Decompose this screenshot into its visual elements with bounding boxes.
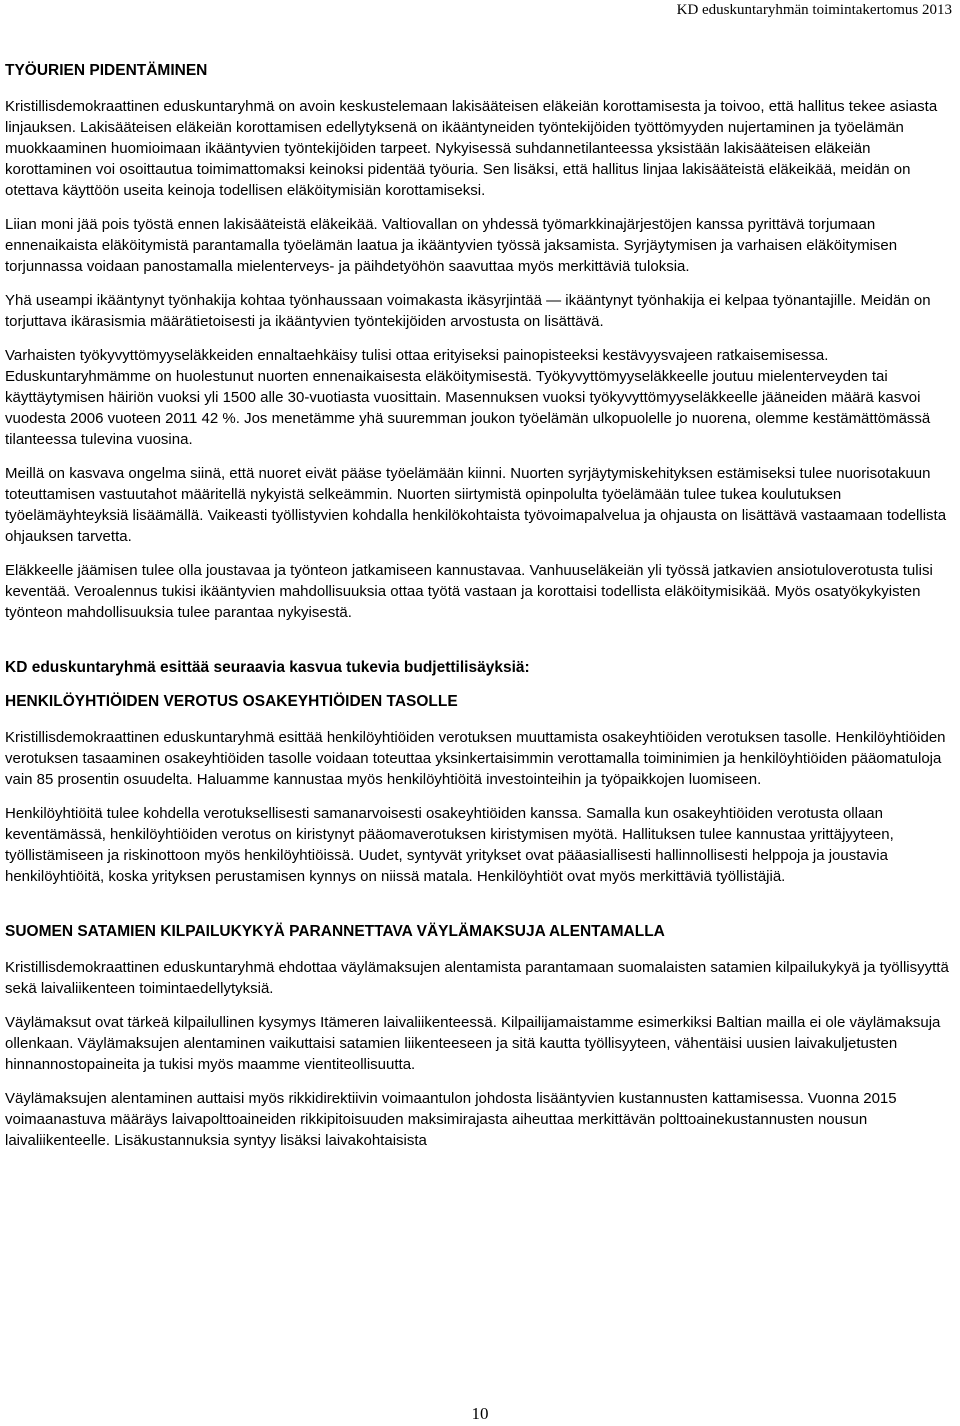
paragraph: Väylämaksut ovat tärkeä kilpailullinen kysymys Itämeren laivaliikenteessä. Kilpailijamaistamme esimerkiksi Baltian mailla ei ole väylämaksuja ollenkaan. Väylämaksujen alentaminen vaikuttaisi satamien liikenteeseen ja sitä kautta työllisyyteen, vähentäisi uusien laivakuljetusten hinnannostopaineita ja tukisi myös maamme vientiteollisuutta. [5, 1014, 941, 1073]
paragraph: Liian moni jää pois työstä ennen lakisääteistä eläkeikää. Valtiovallan on yhdessä työmarkkinajärjestöjen kanssa pyrittävä torjumaan ennenaikaista eläköitymistä parantamalla työelämän laatua ja ikääntyvien työssä jaksamista. Syrjäytymisen ja varhaisen eläköitymisen torjunnassa voidaan panostamalla mielenterveys- ja päihdetyöhön saavuttaa myös merkittäviä tuloksia. [5, 216, 898, 275]
page-number: 10 [471, 1404, 489, 1423]
section-heading-satamat: SUOMEN SATAMIEN KILPAILUKYKYÄ PARANNETTAVA VÄYLÄMAKSUJA ALENTAMALLA [5, 923, 665, 940]
paragraph: Meillä on kasvava ongelma siinä, että nuoret eivät pääse työelämään kiinni. Nuorten syrjäytymiskehityksen estämiseksi tulee nuorisotakuun toteuttamisen vastuutahot määritellä nykyistä selkeämmin. Nuorten siirtymistä opinpolulta työelämään tulee tukea koulutuksen työelämäyhteyksiä lisäämällä. Vaikeasti työllistyvien kohdalla henkilökohtaista työvoimapalvelua ja ohjausta on lisättävä vastaamaan todellista ohjauksen tarvetta. [5, 465, 947, 545]
paragraph: Varhaisten työkyvyttömyyseläkkeiden ennaltaehkäisy tulisi ottaa erityiseksi painopisteeksi kestävyysvajeen ratkaisemisessa. Eduskuntaryhmämme on huolestunut nuorten ennenaikaisesta eläköitymisestä. Työkyvyttömyyseläkkeelle joutuu mielenterveyden tai käyttäytymisen häiriön vuoksi yli 1500 alle 30-vuotiasta vuosittain. Masennuksen vuoksi työkyvyttömyyseläkkeelle jääneiden määrä kasvoi vuodesta 2006 vuoteen 2011 42 %. Jos menetämme yhä suuremman joukon työelämän ulkopuolelle jo nuorena, olemme kestämättömässä tilanteessa tulevina vuosina. [5, 347, 931, 448]
paragraph: Kristillisdemokraattinen eduskuntaryhmä ehdottaa väylämaksujen alentamista parantamaan suomalaisten satamien kilpailukykyä ja työllisyyttä sekä laivaliikenteen toimintaedellytyksiä. [5, 959, 949, 997]
paragraph: Väylämaksujen alentaminen auttaisi myös rikkidirektiivin voimaantulon johdosta lisääntyvien kustannusten kattamisessa. Vuonna 2015 voimaanastuva määräys laivapolttoaineiden rikkipitoisuuden maksimirajasta aiheuttaa merkittävän polttoainekustannusten nousun laivaliikenteelle. Lisäkustannuksia syntyy lisäksi laivakohtaisista [5, 1090, 897, 1149]
page-body [5, 60, 957, 1151]
paragraph: Henkilöyhtiöitä tulee kohdella verotuksellisesti samanarvoisesti osakeyhtiöiden kanssa. Samalla kun osakeyhtiöiden verotusta ollaan keventämässä, henkilöyhtiöiden verotus on kiristynyt pääomaverotuksen kiristymisen myötä. Hallituksen tulee kannustaa yrittäjyyteen, työllistämiseen ja riskinottoon myös henkilöyhtiöissä. Uudet, syntyvät yritykset ovat pääasiallisesti hallinnollisesti helppoja ja joustavia henkilöyhtiöitä, koska yrityksen perustamisen kynnys on niissä matala. Henkilöyhtiöt ovat myös merkittäviä työllistäjiä. [5, 805, 894, 885]
section-heading-tyourien: TYÖURIEN PIDENTÄMINEN [5, 62, 208, 79]
running-header: KD eduskuntaryhmän toimintakertomus 2013 [676, 2, 952, 18]
paragraph: Eläkkeelle jäämisen tulee olla joustavaa ja työnteon jatkamiseen kannustavaa. Vanhuuseläkeiän yli työssä jatkavien ansiotuloverotusta tulisi keventää. Veroalennus tukisi ikääntyvien mahdollisuuksia ottaa työtä vastaan ja korottaisi todellista eläköitymisikää. Myös osatyökykyisten työnteon mahdollisuuksia tulee parantaa nykyisestä. [5, 562, 933, 621]
paragraph: Yhä useampi ikääntynyt työnhakija kohtaa työnhaussaan voimakasta ikäsyrjintää — ikääntynyt työnhakija ei kelpaa työnantajille. Meidän on torjuttava ikärasismia määrätietoisesti ja ikääntyvien työntekijöiden arvostusta on lisättävä. [5, 292, 931, 330]
paragraph: Kristillisdemokraattinen eduskuntaryhmä on avoin keskustelemaan lakisääteisen eläkeiän korottamisesta ja toivoo, että hallitus tekee asiasta linjauksen. Lakisääteisen eläkeiän korottamisen edellytyksenä on ikääntyneiden työntekijöiden työttömyyden nujertaminen ja työelämän muokkaaminen huomioimaan ikääntyvien työntekijöiden tarpeet. Nykyisessä suhdannetilanteessa yksistään lakisääteisen eläkeiän korottaminen voi osoittautua toimimattomaksi keinoksi pidentää työuria. Sen lisäksi, että hallitus linjaa lakisääteistä eläkeikää, meidän on otettava käyttöön useita keinoja todellisen eläköitymisiän korottamiseksi. [5, 98, 938, 199]
paragraph: Kristillisdemokraattinen eduskuntaryhmä esittää henkilöyhtiöiden verotuksen muuttamista osakeyhtiöiden verotuksen tasolle. Henkilöyhtiöiden verotuksen tasaaminen osakeyhtiöiden tasolle voidaan toteuttaa yksinkertaisimmin verottamalla toiminimien ja henkilöyhtiöiden pääomatuloja vain 85 prosentin osuudelta. Haluamme kannustaa myös henkilöyhtiöitä investointeihin ja työpaikkojen luomiseen. [5, 729, 946, 788]
section-heading-budget: KD eduskuntaryhmä esittää seuraavia kasvua tukevia budjettilisäyksiä: [5, 659, 530, 676]
section-heading-henkiloyhtiot: HENKILÖYHTIÖIDEN VEROTUS OSAKEYHTIÖIDEN TASOLLE [5, 693, 458, 710]
